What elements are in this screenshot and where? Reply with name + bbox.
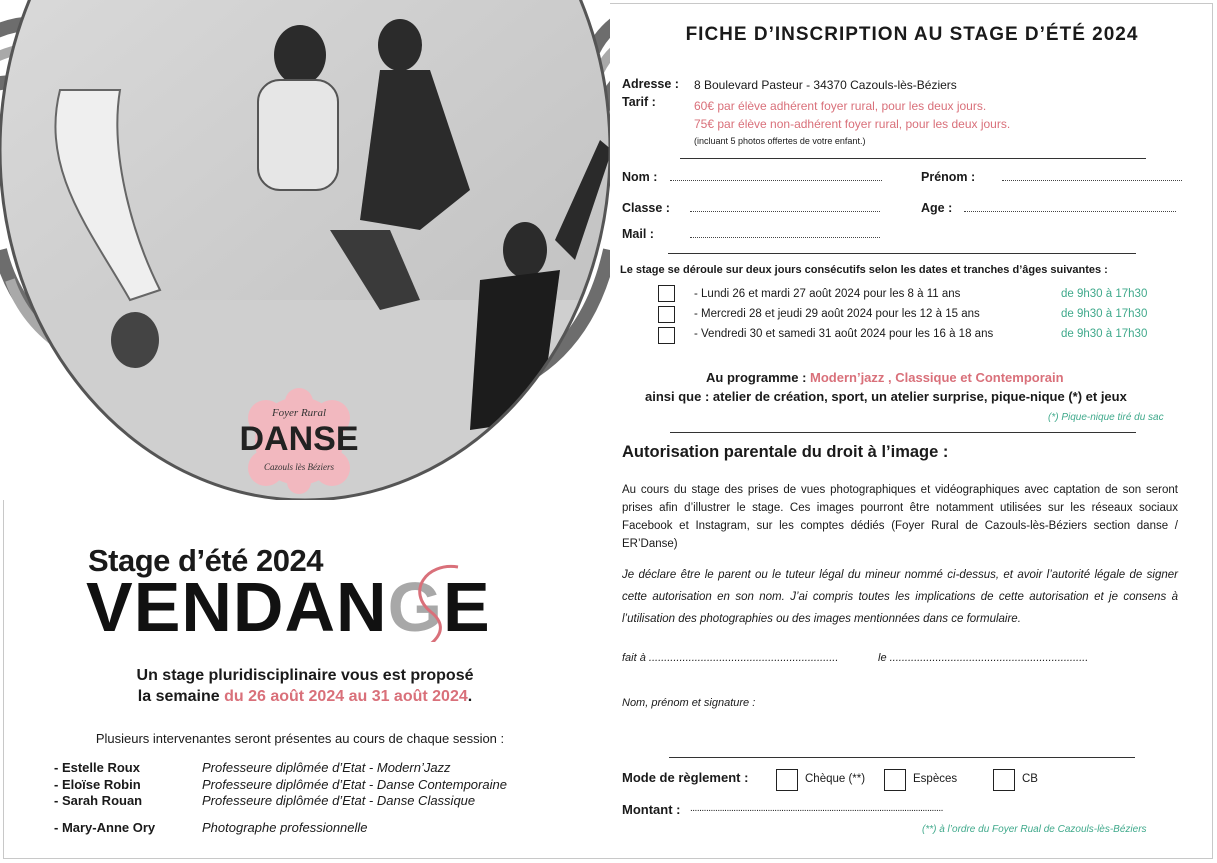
intervenantes-text: Plusieurs intervenantes seront présentes au cours de chaque session : — [95, 731, 505, 746]
vendange-g: G — [387, 568, 444, 646]
cb-checkbox[interactable] — [993, 769, 1015, 791]
reglement-label: Mode de règlement : — [622, 770, 749, 785]
signature-line[interactable] — [669, 757, 1135, 758]
member-role: Professeure diplômée d’Etat - Modern’Jazz — [202, 760, 451, 775]
autorisation-title: Autorisation parentale du droit à l’image : — [622, 443, 949, 461]
logo-line1: Foyer Rural — [271, 407, 327, 419]
vendange-title — [86, 568, 526, 662]
payment-footnote: (**) à l’ordre du Foyer Rual de Cazouls-lès-Béziers — [922, 824, 1147, 835]
cb-label: CB — [1022, 773, 1038, 785]
especes-checkbox[interactable] — [884, 769, 906, 791]
divider — [680, 158, 1146, 159]
session-3-hours: de 9h30 à 17h30 — [1061, 328, 1148, 340]
member-role: Photographe professionnelle — [202, 820, 368, 835]
session-2-checkbox[interactable] — [658, 306, 675, 323]
stage-title: Stage d’été 2024 — [88, 543, 323, 578]
member-name: - Eloïse Robin — [54, 777, 141, 792]
logo-line3: Cazouls lès Béziers — [263, 462, 335, 472]
cheque-label: Chèque (**) — [805, 773, 866, 785]
programme-value: Modern’jazz , Classique et Contemporain — [810, 370, 1064, 385]
session-1-label: - Lundi 26 et mardi 27 août 2024 pour les 8 à 11 ans — [694, 288, 961, 300]
autorisation-paragraph-1: Au cours du stage des prises de vues photographiques et vidéographiques avec captation de son seront prises afin d’illustrer le stage. Ces images pourront être notamment utilisées sur les réseaux sociaux Facebook et Instagram, sur les comptes dédiés (Foyer Rural de Cazouls-lès-Béziers section danse / ER’Danse) — [622, 484, 1178, 550]
session-1-checkbox[interactable] — [658, 285, 675, 302]
tarif-note: (incluant 5 photos offertes de votre enfant.) — [694, 136, 866, 146]
especes-label: Espèces — [913, 773, 958, 785]
member-role: Professeure diplômée d’Etat - Danse Classique — [202, 793, 476, 808]
vendange-suffix: E — [443, 568, 491, 646]
programme-line2: ainsi que : atelier de création, sport, un atelier surprise, pique-nique (*) et jeux — [645, 389, 1127, 404]
nom-label: Nom : — [622, 170, 658, 184]
logo-line2: DANSE — [239, 420, 359, 458]
stage-intro-suffix: . — [467, 688, 473, 705]
inscription-form — [612, 0, 1212, 863]
montant-label: Montant : — [622, 802, 681, 817]
vendange-swirl-icon — [86, 552, 526, 642]
session-2-label: - Mercredi 28 et jeudi 29 août 2024 pour les 12 à 15 ans — [694, 308, 980, 320]
adresse-label: Adresse : — [622, 77, 679, 91]
stage-intro-line1: Un stage pluridisciplinaire vous est proposé — [136, 667, 474, 684]
classe-label: Classe : — [622, 201, 670, 215]
stage-dates: du 26 août 2024 au 31 août 2024 — [224, 688, 468, 705]
classe-field[interactable] — [690, 211, 880, 212]
prenom-field[interactable] — [1002, 180, 1182, 181]
member-name: - Mary-Anne Ory — [54, 820, 156, 835]
tarif-line2: 75€ par élève non-adhérent foyer rural, pour les deux jours. — [694, 117, 1011, 131]
fait-a-field[interactable]: fait à .............................................................. — [622, 652, 839, 664]
session-3-checkbox[interactable] — [658, 327, 675, 344]
age-label: Age : — [921, 201, 953, 215]
programme-label: Au programme : — [706, 370, 811, 385]
session-2-hours: de 9h30 à 17h30 — [1061, 308, 1148, 320]
vendange-prefix: VENDAN — [86, 568, 388, 646]
member-name: - Sarah Rouan — [54, 793, 143, 808]
mail-field[interactable] — [690, 237, 880, 238]
signature-label: Nom, prénom et signature : — [622, 697, 756, 709]
age-field[interactable] — [964, 211, 1176, 212]
divider — [670, 432, 1136, 433]
member-role: Professeure diplômée d’Etat - Danse Contemporaine — [202, 777, 507, 792]
stage-intro-prefix: la semaine — [137, 688, 225, 705]
programme-line1 — [706, 370, 1064, 385]
form-title: FICHE D’INSCRIPTION AU STAGE D’ÉTÉ 2024 — [685, 24, 1139, 45]
danse-logo — [226, 388, 372, 494]
montant-field[interactable]: ............................................................................................................... — [690, 803, 943, 814]
cheque-checkbox[interactable] — [776, 769, 798, 791]
session-3-label: - Vendredi 30 et samedi 31 août 2024 pour les 16 à 18 ans — [694, 328, 994, 340]
mail-label: Mail : — [622, 227, 654, 241]
stage-intro: Le stage se déroule sur deux jours consécutifs selon les dates et tranches d’âges suivantes : — [620, 264, 1108, 276]
autorisation-paragraph-2: Je déclare être le parent ou le tuteur légal du mineur nommé ci-dessus, et avoir l’autorité légale de signer cette autorisation en son nom. J’ai compris toutes les implications de cette autorisation et je consens à l’utilisation des photographies ou des images mentionnées dans ce formulaire. — [622, 569, 1178, 625]
date-field[interactable]: le ................................................................. — [878, 652, 1089, 664]
prenom-label: Prénom : — [921, 170, 976, 184]
nom-field[interactable] — [670, 180, 882, 181]
tarif-label: Tarif : — [622, 95, 656, 109]
divider — [668, 253, 1136, 254]
stage-intro-line2 — [0, 688, 610, 706]
session-1-hours: de 9h30 à 17h30 — [1061, 288, 1148, 300]
programme-note: (*) Pique-nique tiré du sac — [1048, 412, 1164, 423]
tarif-line1: 60€ par élève adhérent foyer rural, pour les deux jours. — [694, 99, 987, 113]
adresse-value: 8 Boulevard Pasteur - 34370 Cazouls-lès-Béziers — [694, 78, 957, 92]
member-name: - Estelle Roux — [54, 760, 140, 775]
